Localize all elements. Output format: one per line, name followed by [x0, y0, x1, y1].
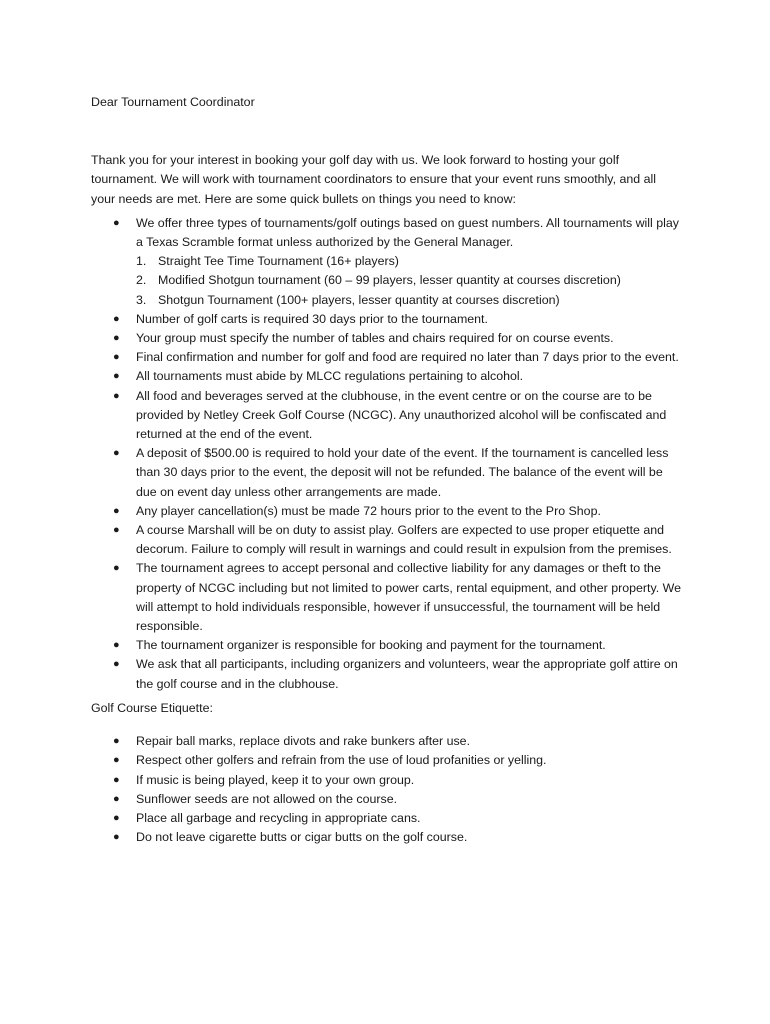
bullet-icon: ●: [113, 389, 120, 402]
bullet-icon: ●: [113, 562, 120, 575]
bullet-item: [91, 310, 681, 329]
bullet-icon: ●: [113, 370, 120, 383]
bullet-icon: ●: [113, 216, 120, 229]
bullet-icon: ●: [113, 773, 120, 786]
list-number: 3.: [136, 292, 147, 307]
etiquette-item: [91, 751, 681, 770]
bullet-text: All food and beverages served at the clubhouse, in the event centre or on the course are to be provided by Netley Creek Golf Course (NCGC). Any unauthorized alcohol will be confiscated and returned at the end of the event.: [136, 388, 667, 442]
intro-paragraph: Thank you for your interest in booking your golf day with us. We look forward to hosting your golf tournament. We will work with tournament coordinators to ensure that your event runs smoothly, and all your needs are met. Here are some quick bullets on things you need to know:: [91, 153, 656, 206]
tournament-type-text: Shotgun Tournament (100+ players, lesser quantity at courses discretion): [158, 292, 560, 307]
bullet-text: Any player cancellation(s) must be made 72 hours prior to the event to the Pro Shop.: [136, 503, 601, 518]
bullet-text: Your group must specify the number of tables and chairs required for on course events.: [136, 331, 614, 346]
list-number: 1.: [136, 254, 147, 269]
etiquette-text: Repair ball marks, replace divots and rake bunkers after use.: [136, 734, 471, 749]
bullet-item: [91, 521, 681, 559]
bullet-text: Number of golf carts is required 30 days prior to the tournament.: [136, 311, 488, 326]
letter-page: [91, 93, 681, 847]
tournament-type-text: Straight Tee Time Tournament (16+ players): [158, 254, 399, 269]
tournament-type-item: [136, 252, 681, 271]
bullet-text: The tournament agrees to accept personal and collective liability for any damages or theft to the property of NCGC including but not limited to power carts, rental equipment, and other property. We will attempt to hold individuals responsible, however if unsuccessful, the tournament will be held responsible.: [136, 561, 681, 634]
bullet-icon: ●: [113, 504, 120, 517]
bullet-icon: ●: [113, 524, 120, 537]
bullet-text: A course Marshall will be on duty to assist play. Golfers are expected to use proper etiquette and decorum. Failure to comply will result in warnings and could result in expulsion from the premises.: [136, 523, 672, 557]
tournament-types-list: [136, 252, 681, 310]
bullet-icon: ●: [113, 754, 120, 767]
etiquette-text: If music is being played, keep it to your own group.: [136, 772, 415, 787]
etiquette-list: [91, 732, 681, 847]
bullet-icon: ●: [113, 447, 120, 460]
etiquette-heading: Golf Course Etiquette:: [91, 700, 213, 715]
bullet-icon: ●: [113, 811, 120, 824]
bullet-text: All tournaments must abide by MLCC regulations pertaining to alcohol.: [136, 369, 524, 384]
bullet-item: [91, 559, 681, 636]
etiquette-item: [91, 771, 681, 790]
bullet-item: [91, 444, 681, 502]
tournament-type-item: [136, 291, 681, 310]
bullet-text: Final confirmation and number for golf and food are required no later than 7 days prior to the event.: [136, 350, 679, 365]
bullet-text: We ask that all participants, including organizers and volunteers, wear the appropriate golf attire on the golf course and in the clubhouse.: [136, 657, 678, 691]
etiquette-item: [91, 809, 681, 828]
tournament-type-text: Modified Shotgun tournament (60 – 99 players, lesser quantity at courses discretion): [158, 273, 621, 288]
bullet-icon: ●: [113, 332, 120, 345]
etiquette-item: [91, 732, 681, 751]
bullet-item: [91, 367, 681, 386]
etiquette-text: Sunflower seeds are not allowed on the course.: [136, 791, 398, 806]
bullet-item: [91, 348, 681, 367]
bullet-item: [91, 329, 681, 348]
bullet-icon: ●: [113, 792, 120, 805]
bullet-icon: ●: [113, 351, 120, 364]
bullet-text: We offer three types of tournaments/golf outings based on guest numbers. All tournaments will play a Texas Scramble format unless authorized by the General Manager.: [136, 215, 679, 250]
list-number: 2.: [136, 273, 147, 288]
bullet-icon: ●: [113, 639, 120, 652]
bullet-text: A deposit of $500.00 is required to hold your date of the event. If the tournament is cancelled less than 30 days prior to the event, the deposit will not be refunded. The balance of the event will be due on event day unless other arrangements are made.: [136, 446, 669, 499]
bullet-text: The tournament organizer is responsible for booking and payment for the tournament.: [136, 638, 606, 653]
bullet-item: [91, 387, 681, 445]
etiquette-text: Respect other golfers and refrain from the use of loud profanities or yelling.: [136, 753, 547, 768]
etiquette-text: Do not leave cigarette butts or cigar butts on the golf course.: [136, 830, 468, 845]
bullet-icon: ●: [113, 735, 120, 748]
etiquette-item: [91, 790, 681, 809]
bullet-item: [91, 636, 681, 655]
bullet-item: [91, 502, 681, 521]
tournament-type-item: [136, 271, 681, 290]
bullet-item: [91, 655, 681, 693]
bullet-icon: ●: [113, 831, 120, 844]
bullet-item-tournament-types: [91, 214, 681, 310]
bullet-icon: ●: [113, 312, 120, 325]
bullet-icon: ●: [113, 658, 120, 671]
etiquette-item: [91, 828, 681, 847]
etiquette-text: Place all garbage and recycling in appropriate cans.: [136, 810, 421, 825]
info-bullet-list: [91, 214, 681, 694]
salutation: Dear Tournament Coordinator: [91, 95, 255, 109]
